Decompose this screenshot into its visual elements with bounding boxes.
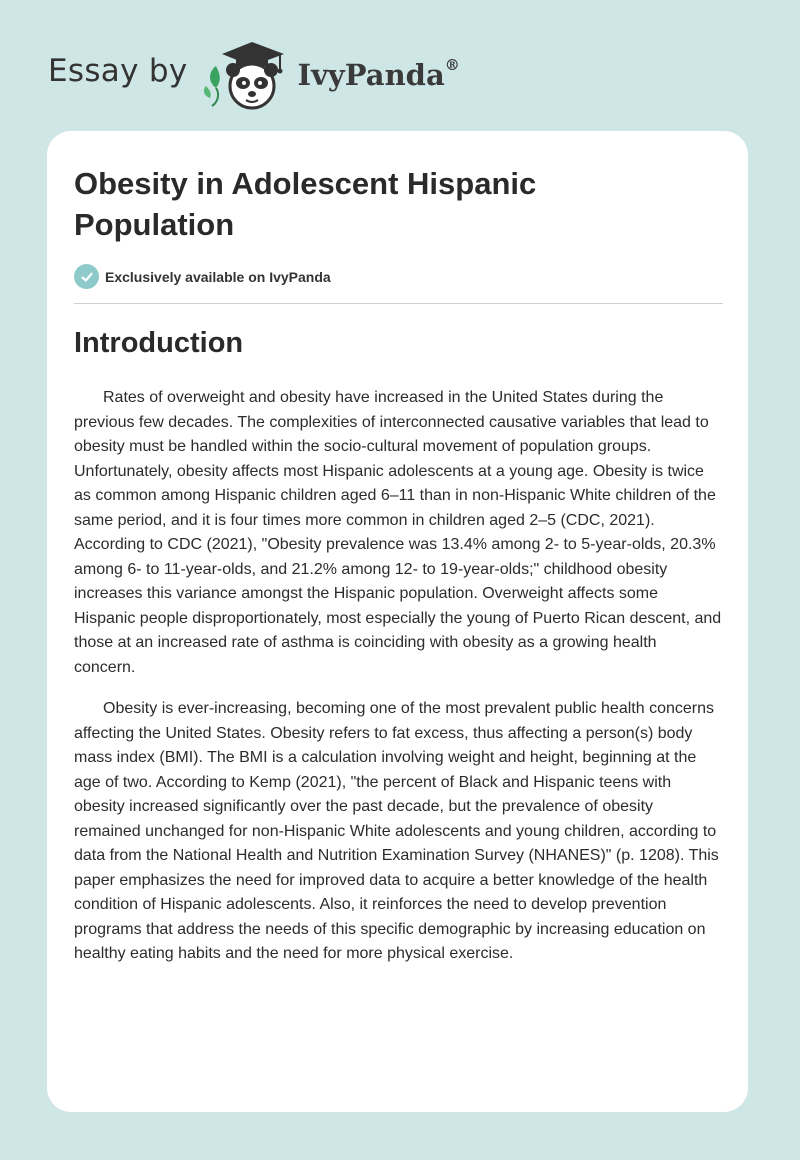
section-heading-introduction: Introduction [74,327,244,359]
site-header [48,34,460,114]
essay-title: Obesity in Adolescent Hispanic Population [74,166,537,242]
essay-by-label: Essay by [48,53,188,89]
brand-name-text: IvyPanda [297,58,445,92]
brand-name[interactable] [298,58,460,92]
panda-logo-icon[interactable] [202,36,294,112]
paragraph: Obesity is ever-increasing, becoming one of the most prevalent public health concerns affecting the United States. Obesity refers to fat excess, thus affecting a person(s) body mass index (BMI). The BMI is a calculation involving weight and height, beginning at the age of two. According to Kemp (2021), "the percent of Black and Hispanic teens with obesity increased significantly over the past decade, but the prevalence of obesity remained unchanged for non-Hispanic White adolescents and young children, according to data from the National Health and Nutrition Examination Survey (NHANES)" (p. 1208). This paper emphasizes the need for improved data to acquire a better knowledge of the health condition of Hispanic adolescents. Also, it reinforces the need to develop prevention programs that address the needs of this specific demographic by increasing education on healthy eating habits and the need for more physical exercise. [74,700,719,962]
divider [74,303,723,304]
ivy-leaf-icon [203,66,219,106]
paragraph: Rates of overweight and obesity have increased in the United States during the previous few decades. The complexities of interconnected causative variables that lead to obesity must be handled within the socio-cultural movement of population groups. Unfortunately, obesity affects most Hispanic adolescents at a young age. Obesity is twice as common among Hispanic children aged 6–11 than in non-Hispanic White children of the same period, and it is four times more common in children aged 2–5 (CDC, 2021). According to CDC (2021), "Obesity prevalence was 13.4% among 2- to 5-year-olds, 20.3% among 6- to 11-year-olds, and 21.2% among 12- to 19-year-olds;" childhood obesity increases this variance amongst the Hispanic population. Overweight affects some Hispanic people disproportionately, most especially the young of Puerto Rican descent, and those at an increased rate of asthma is coinciding with obesity as a growing health concern. [74,389,722,676]
essay-card [47,131,748,1112]
exclusive-badge [74,264,331,289]
essay-body [74,386,722,984]
exclusive-badge-text: Exclusively available on IvyPanda [105,268,331,285]
check-icon [74,264,99,289]
registered-mark: ® [444,56,460,75]
